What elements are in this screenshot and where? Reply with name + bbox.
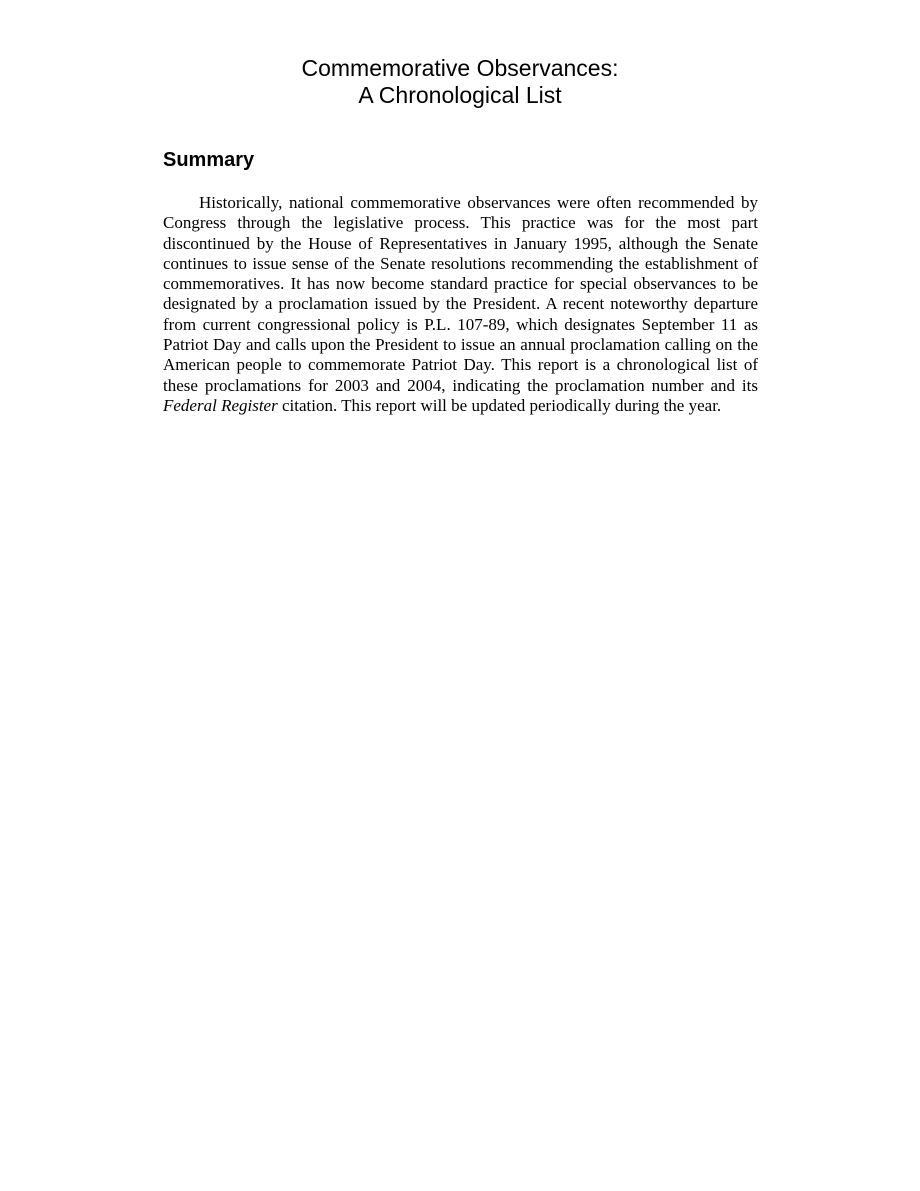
summary-text-part1: Historically, national commemorative observances were often recommended by Congress through the legislative process. This practice was for the most part discontinued by the House of Representatives in January 1995, although the Senate continues to issue sense of the Senate resolutions recommending the establishment of commemoratives. It has now become standard practice for special observances to be designated by a proclamation issued by the President. A recent noteworthy departure from current congressional policy is P.L. 107-89, which designates September 11 as Patriot Day and calls upon the President to issue an annual proclamation calling on the American people to commemorate Patriot Day. This report is a chronological list of these proclamations for 2003 and 2004, indicating the proclamation number and its	[163, 193, 758, 395]
summary-heading: Summary	[163, 149, 255, 171]
summary-paragraph	[163, 193, 758, 416]
summary-text-part2: citation. This report will be updated periodically during the year.	[277, 395, 722, 415]
title-line-1: Commemorative Observances:	[301, 55, 619, 81]
document-title	[0, 55, 920, 109]
title-line-2: A Chronological List	[358, 82, 562, 108]
federal-register-italic: Federal Register	[163, 395, 278, 415]
